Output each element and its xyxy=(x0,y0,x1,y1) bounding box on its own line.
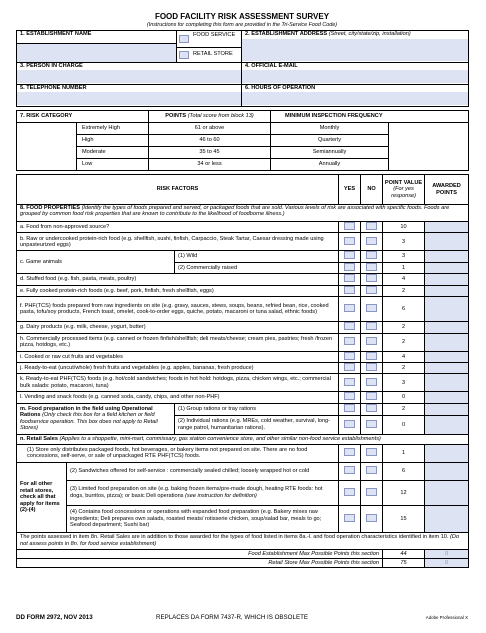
risk-factor-item: g. Dairy products (e.g. milk, cheese, yogurt, butter) xyxy=(17,322,339,333)
yes-checkbox[interactable] xyxy=(344,322,355,330)
point-value: 3 xyxy=(383,374,425,392)
food-max-points-label: Food Establishment Max Possible Points this section xyxy=(17,549,383,558)
yes-checkbox[interactable] xyxy=(344,286,355,294)
awarded-points-input[interactable] xyxy=(425,322,469,333)
form-subtitle: (Instructions for completing this form are provided in the Tri-Service Food Code) xyxy=(146,22,338,28)
telephone-input[interactable] xyxy=(17,92,241,105)
no-checkbox[interactable] xyxy=(366,352,377,360)
risk-factor-item: b. Raw or undercooked protein-rich food (e.g. shellfish, sushi, finfish, Carpaccio, Steak Tartar, Caesar dressing made using unpasteurized eggs) xyxy=(17,233,339,251)
point-value: 2 xyxy=(383,403,425,415)
risk-factor-subitem: (2) Sandwiches offered for self-service : commercially sealed chilled; loosely wrapped hot or cold xyxy=(67,462,339,480)
point-value-header: POINT VALUE (For yes response) xyxy=(383,175,425,205)
form-number: DD FORM 2972, NOV 2013 xyxy=(16,614,93,621)
risk-factor-item: i. Cooked or raw cut fruits and vegetables xyxy=(17,351,339,362)
awarded-points-input[interactable] xyxy=(425,262,469,273)
point-value: 2 xyxy=(383,362,425,373)
risk-factor-subitem: (2) Individual rations (e.g. MREs, cold weather, survival, long-range patrol, humanitarian rations). xyxy=(175,415,339,434)
person-in-charge-input[interactable] xyxy=(17,70,241,83)
inspection-frequency-header: MINIMUM INSPECTION FREQUENCY xyxy=(271,111,469,123)
risk-factor-subitem: (4) Contains food concessions or operations with expanded food preparation (e.g. Bakery mixes raw ingredients; Deli prepares own salads, roasted meats/ rotisserie chicken, soup/salad bar, meals to go; Seafood department; Sushi bar) xyxy=(67,505,339,532)
awarded-points-input[interactable] xyxy=(425,362,469,373)
no-checkbox[interactable] xyxy=(366,363,377,371)
risk-row-category: Extremely High xyxy=(77,123,149,135)
official-email-input[interactable] xyxy=(242,70,468,83)
retail-max-points-label: Retail Store Max Possible Points this section xyxy=(17,558,383,567)
risk-factor-subitem: (1) Store only distributes packaged foods, hot beverages, or bakery items not prepared on site. There are no food concessions, self-serve, or sale of unpackaged RTE PHF(TCS) foods. xyxy=(17,444,339,462)
awarded-points-input[interactable] xyxy=(425,444,469,462)
awarded-points-input[interactable] xyxy=(425,480,469,505)
point-value: 6 xyxy=(383,297,425,322)
retail-store-label: RETAIL STORE xyxy=(193,51,233,57)
risk-factor-item: j. Ready-to-eat (uncut/whole) fresh fruits and vegetables (e.g. apples, bananas, fresh produce) xyxy=(17,362,339,373)
no-checkbox[interactable] xyxy=(366,322,377,330)
risk-factor-item: h. Commercially processed items (e.g. canned or frozen finfish/shellfish; deli meats/cheese; cream pies, pastries; fresh /frozen pizza, hotdogs, etc.) xyxy=(17,333,339,351)
risk-factor-item: a. Food from non-approved source? xyxy=(17,222,339,233)
point-value: 1 xyxy=(383,444,425,462)
establishment-name-input[interactable] xyxy=(17,44,177,63)
yes-header: YES xyxy=(339,175,361,205)
risk-row-frequency: Monthly xyxy=(271,123,389,135)
point-value: 10 xyxy=(383,222,425,233)
risk-category-table xyxy=(16,110,469,171)
risk-factor-subitem: (2) Commercially raised xyxy=(175,262,339,273)
food-properties-heading: 8. FOOD PROPERTIES (Identify the types of foods prepared and served, or packaged foods that are sold. Various levels of risk are associated with specific foods. Foods are grouped by common food risk properties that are known to contribute to the likelihood of foodborne illness.) xyxy=(17,205,469,222)
yes-checkbox[interactable] xyxy=(344,352,355,360)
risk-factor-subitem: (1) Wild xyxy=(175,251,339,262)
form-title: FOOD FACILITY RISK ASSESSMENT SURVEY xyxy=(154,12,330,21)
establishment-address-label: 2. ESTABLISHMENT ADDRESS xyxy=(245,31,328,37)
yes-checkbox[interactable] xyxy=(344,274,355,282)
field-rations-item: m. Food preparation in the field using Operational Rations (Only check this box for a field kitchen or field foodservice operation. This box does not apply to Retail Stores) xyxy=(17,403,175,434)
no-checkbox[interactable] xyxy=(366,404,377,412)
risk-factor-item: f. PHF(TCS) foods prepared from raw ingredients on site (e.g. gravy, sauces, stews, soups, beans, refried bean, rice, cooked pasta, tofu/soy products, French toast, omelet, cook-to-order eggs, quiche, potato, macaroni or tuna salad, ethnic foods) xyxy=(17,297,339,322)
risk-row-points: 46 to 60 xyxy=(149,135,271,147)
form xyxy=(16,12,468,568)
no-checkbox[interactable] xyxy=(366,488,377,496)
establishment-address-cell xyxy=(242,31,469,63)
official-email-label: 4. OFFICIAL E-MAIL xyxy=(245,63,298,69)
point-value: 0 xyxy=(383,415,425,434)
person-in-charge-label: 3. PERSON IN CHARGE xyxy=(20,63,83,69)
yes-checkbox[interactable] xyxy=(344,448,355,456)
food-max-points-value: 44 xyxy=(383,549,425,558)
retail-points-note: The points assessed in item 8n. Retail Sales are in addition to those awarded for the types of food listed in items 8a.-l. and food operation characteristics identified in item 10. (Do not assess points in 8n. for food service establishment) xyxy=(17,532,469,549)
awarded-points-input[interactable] xyxy=(425,462,469,480)
person-in-charge-cell xyxy=(17,63,242,85)
yes-checkbox[interactable] xyxy=(344,488,355,496)
yes-checkbox[interactable] xyxy=(344,404,355,412)
awarded-points-input[interactable] xyxy=(425,233,469,251)
food-service-label: FOOD SERVICE xyxy=(193,32,236,38)
awarded-points-input[interactable] xyxy=(425,274,469,285)
yes-checkbox[interactable] xyxy=(344,263,355,271)
no-checkbox[interactable] xyxy=(366,222,377,230)
no-checkbox[interactable] xyxy=(366,304,377,312)
no-checkbox[interactable] xyxy=(366,337,377,345)
hours-input[interactable] xyxy=(242,92,468,105)
no-header: NO xyxy=(361,175,383,205)
awarded-points-input[interactable] xyxy=(425,297,469,322)
risk-factor-item: k. Ready-to-eat PHF(TCS) foods (e.g. hot/cold sandwiches; foods in hot hold: hotdogs, pizza, chicken wings, etc.; commercial bulk salads: potato, macaroni, tuna) xyxy=(17,374,339,392)
risk-row-points: 34 or less xyxy=(149,159,271,171)
risk-factor-subitem: (3) Limited food preparation on site (e.g. baking frozen items/pre-made dough, heating RTE foods: hot dogs, burritos, pizza); or basic Deli operations (see instruction for definition) xyxy=(67,480,339,505)
point-value: 12 xyxy=(383,480,425,505)
hours-label: 6. HOURS OF OPERATION xyxy=(245,85,316,91)
awarded-points-input[interactable] xyxy=(425,505,469,532)
point-value: 4 xyxy=(383,274,425,285)
no-checkbox[interactable] xyxy=(366,420,377,428)
no-checkbox[interactable] xyxy=(366,263,377,271)
risk-factor-item: d. Stuffed food (e.g. fish, pasta, meats, poultry) xyxy=(17,274,339,285)
awarded-points-header: AWARDED POINTS xyxy=(425,175,469,205)
yes-checkbox[interactable] xyxy=(344,251,355,259)
no-checkbox[interactable] xyxy=(366,286,377,294)
retail-store-checkbox[interactable] xyxy=(179,51,189,59)
point-value: 1 xyxy=(383,262,425,273)
risk-factor-item: c. Game animals xyxy=(17,251,175,274)
retail-max-points-value: 75 xyxy=(383,558,425,567)
food-awarded-total: 0 xyxy=(425,549,469,558)
risk-factors-table xyxy=(16,174,469,568)
awarded-points-input[interactable] xyxy=(425,222,469,233)
risk-factor-item: l. Vending and snack foods (e.g. canned soda, candy, chips, and other non-PHF) xyxy=(17,392,339,403)
point-value: 0 xyxy=(383,392,425,403)
establishment-info xyxy=(16,30,469,107)
risk-factor-subitem: (1) Group rations or tray rations xyxy=(175,403,339,415)
risk-row-points: 61 or above xyxy=(149,123,271,135)
risk-factor-item: e. Fully cooked protein-rich foods (e.g. beef, pork, finfish, fresh shellfish, eggs) xyxy=(17,285,339,296)
no-checkbox[interactable] xyxy=(366,466,377,474)
establishment-type xyxy=(177,31,242,63)
form-footer xyxy=(16,614,468,624)
risk-row-frequency: Annually xyxy=(271,159,389,171)
yes-checkbox[interactable] xyxy=(344,237,355,245)
retail-sales-heading: n. Retail Sales (Applies to a shoppette, mini-mart, commissary, gas station convenience store, and other similar non-food service establishments) xyxy=(17,434,469,444)
point-value: 2 xyxy=(383,285,425,296)
address-hint: (Street, city/state/zip, installation) xyxy=(328,31,411,37)
risk-row-points: 35 to 45 xyxy=(149,147,271,159)
telephone-label: 5. TELEPHONE NUMBER xyxy=(20,85,87,91)
risk-row-category: Moderate xyxy=(77,147,149,159)
telephone-cell xyxy=(17,85,242,107)
point-value: 2 xyxy=(383,333,425,351)
no-checkbox[interactable] xyxy=(366,237,377,245)
awarded-points-input[interactable] xyxy=(425,374,469,392)
point-value: 15 xyxy=(383,505,425,532)
yes-checkbox[interactable] xyxy=(344,222,355,230)
yes-checkbox[interactable] xyxy=(344,466,355,474)
yes-checkbox[interactable] xyxy=(344,337,355,345)
point-value: 4 xyxy=(383,351,425,362)
replaces-note: REPLACES DA FORM 7437-R, WHICH IS OBSOLETE xyxy=(156,614,308,621)
risk-row-frequency: Quarterly xyxy=(271,135,389,147)
risk-row-frequency: Semiannually xyxy=(271,147,389,159)
hours-cell xyxy=(242,85,469,107)
yes-checkbox[interactable] xyxy=(344,378,355,386)
no-checkbox[interactable] xyxy=(366,378,377,386)
point-value: 3 xyxy=(383,233,425,251)
no-checkbox[interactable] xyxy=(366,274,377,282)
establishment-name-label: 1. ESTABLISHMENT NAME xyxy=(17,31,177,44)
official-email-cell xyxy=(242,63,469,85)
risk-factors-header: RISK FACTORS xyxy=(17,175,339,205)
food-service-checkbox[interactable] xyxy=(179,35,189,43)
awarded-points-input[interactable] xyxy=(425,285,469,296)
no-checkbox[interactable] xyxy=(366,448,377,456)
retail-awarded-total: 0 xyxy=(425,558,469,567)
yes-checkbox[interactable] xyxy=(344,304,355,312)
point-value: 2 xyxy=(383,322,425,333)
risk-row-category: High xyxy=(77,135,149,147)
yes-checkbox[interactable] xyxy=(344,514,355,522)
no-checkbox[interactable] xyxy=(366,251,377,259)
no-checkbox[interactable] xyxy=(366,392,377,400)
no-checkbox[interactable] xyxy=(366,514,377,522)
awarded-points-input[interactable] xyxy=(425,333,469,351)
awarded-points-input[interactable] xyxy=(425,351,469,362)
point-value: 6 xyxy=(383,462,425,480)
awarded-points-input[interactable] xyxy=(425,415,469,434)
software-note: Adobe Professional X xyxy=(425,615,468,620)
awarded-points-input[interactable] xyxy=(425,403,469,415)
retail-side-label: For all other retail stores, check all that apply for items (2)-(4) xyxy=(17,462,67,532)
yes-checkbox[interactable] xyxy=(344,392,355,400)
establishment-address-input[interactable] xyxy=(242,39,468,61)
risk-category-label: 7. RISK CATEGORY xyxy=(17,111,77,123)
yes-checkbox[interactable] xyxy=(344,420,355,428)
point-value: 3 xyxy=(383,251,425,262)
points-header: POINTS (Total score from block 13) xyxy=(149,111,271,123)
awarded-points-input[interactable] xyxy=(425,392,469,403)
yes-checkbox[interactable] xyxy=(344,363,355,371)
awarded-points-input[interactable] xyxy=(425,251,469,262)
risk-row-category: Low xyxy=(77,159,149,171)
